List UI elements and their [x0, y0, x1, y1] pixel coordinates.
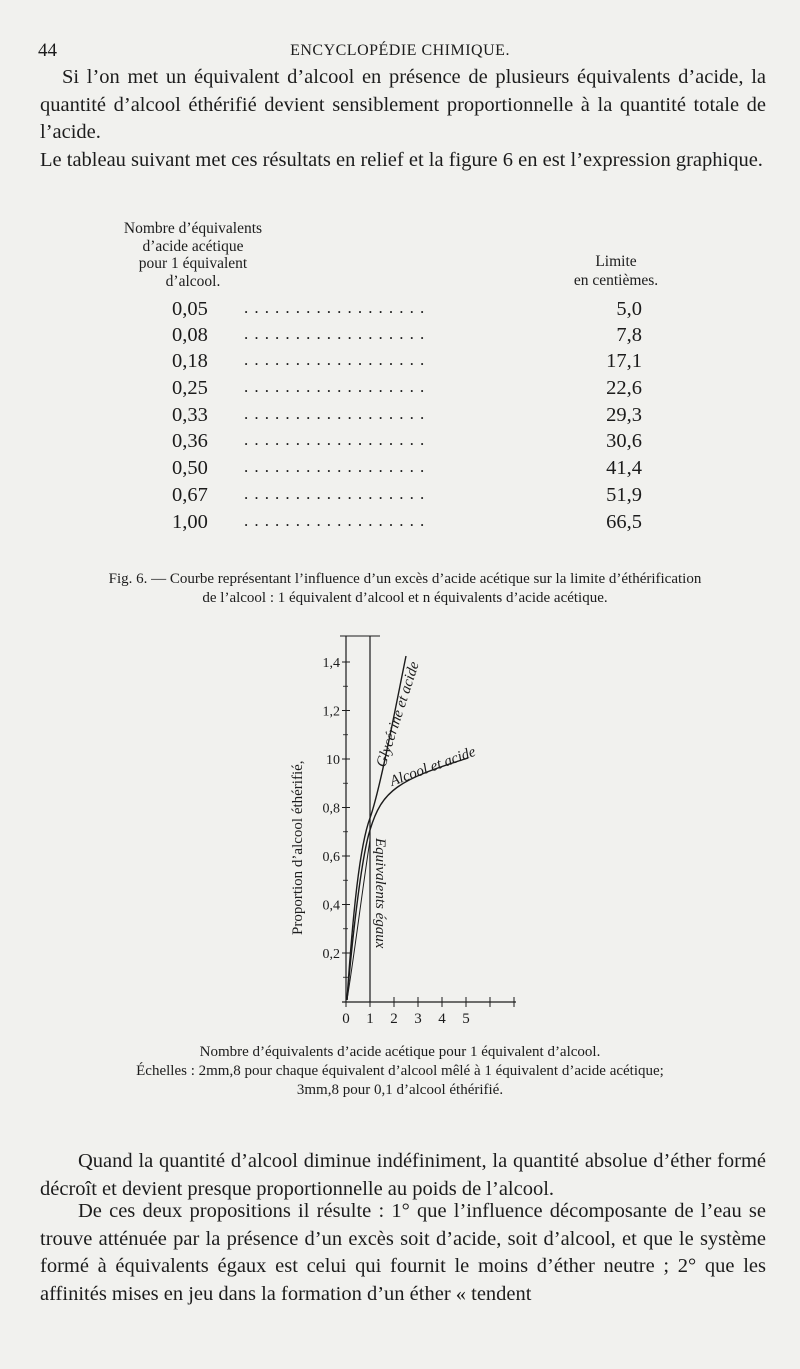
table-row: [172, 324, 642, 350]
x-tick-label: 2: [390, 1011, 398, 1027]
leader-dots: ..................: [244, 324, 431, 343]
curve-low-branch: [347, 840, 370, 1000]
y-tick-label: 10: [326, 753, 340, 768]
table-row: [172, 377, 642, 403]
figure-caption: Fig. 6. — Courbe représentant l’influence d’un excès d’acide acétique sur la limite d’éthérification de l’alcool : 1 équivalent d’alcool et n équivalents d’acide acétique.: [108, 571, 702, 606]
cell-equivalents: 0,08: [172, 324, 208, 346]
x-tick-label: 5: [462, 1011, 470, 1027]
paragraph-intro: Si l’on met un équivalent d’alcool en présence de plusieurs équivalents d’acide, la quantité d’alcool éthérifié devient sensiblement proportionnelle à la quantité totale de l’acide.: [40, 66, 766, 143]
figure-x-axis-label: Nombre d’équivalents d’acide acétique pour 1 équivalent d’alcool.: [199, 1044, 601, 1060]
label-equal-equivalents: Equivalents égaux: [372, 838, 388, 949]
leader-dots: ..................: [244, 511, 431, 530]
table-column-header-limit: Limite en centièmes.: [573, 253, 659, 289]
figure-scale-line-1: Échelles : 2mm,8 pour chaque équivalent d’alcool mêlé à 1 équivalent d’acide acétique;: [136, 1063, 664, 1079]
leader-dots: ..................: [244, 298, 431, 317]
figure-scale-line-2: 3mm,8 pour 0,1 d’alcool éthérifié.: [296, 1082, 504, 1098]
y-tick-label: 0,6: [322, 850, 340, 865]
y-tick-label: 1,4: [322, 656, 340, 671]
cell-equivalents: 0,67: [172, 484, 208, 506]
leader-dots: ..................: [244, 430, 431, 449]
cell-limit: 22,6: [606, 377, 642, 399]
table-row: [172, 430, 642, 456]
leader-dots: ..................: [244, 457, 431, 476]
cell-equivalents: 0,33: [172, 404, 208, 426]
cell-limit: 17,1: [606, 350, 642, 372]
cell-limit: 5,0: [616, 298, 642, 320]
curve-alcohol-acid: [347, 758, 468, 1000]
leader-dots: ..................: [244, 350, 431, 369]
table-column-header-equivalents: Nombre d’équivalents d’acide acétique pour 1 équivalent d’alcool.: [123, 220, 263, 290]
y-tick-label: 1,2: [322, 704, 340, 720]
label-alcohol-acid: Alcool et acide: [387, 743, 478, 790]
cell-equivalents: 0,25: [172, 377, 208, 399]
table-row: [172, 484, 642, 510]
leader-dots: ..................: [244, 377, 431, 396]
page-number: 44: [38, 40, 57, 61]
cell-equivalents: 0,36: [172, 430, 208, 452]
paragraph-table-intro: Le tableau suivant met ces résultats en relief et la figure 6 en est l’expression graphique.: [40, 149, 763, 171]
y-tick-label: 0,4: [322, 898, 340, 914]
cell-limit: 29,3: [606, 404, 642, 426]
x-tick-label: 3: [414, 1011, 422, 1027]
cell-equivalents: 1,00: [172, 511, 208, 533]
running-title: ENCYCLOPÉDIE CHIMIQUE.: [290, 42, 510, 59]
x-tick-label: 0: [342, 1011, 350, 1027]
paragraph-conclusions: De ces deux propositions il résulte : 1° que l’influence décomposante de l’eau se trouve atténuée par la présence d’un excès soit d’acide, soit d’alcool, et que le système formé à équivalents égaux est celui qui fournit le moins d’éther neutre ; 2° que les affinités mises en jeu dans la formation d’un éther « tendent: [40, 1200, 766, 1305]
table-row: [172, 457, 642, 483]
figure-x-axis-caption: [100, 1043, 700, 1100]
y-tick-label: 0,8: [322, 801, 340, 817]
table-row: [172, 404, 642, 430]
cell-equivalents: 0,18: [172, 350, 208, 372]
cell-limit: 7,8: [616, 324, 642, 346]
cell-equivalents: 0,05: [172, 298, 208, 320]
leader-dots: ..................: [244, 484, 431, 503]
x-tick-label: 1: [366, 1011, 374, 1027]
page-header: [38, 40, 762, 64]
y-tick-label: 0,2: [322, 947, 340, 962]
table-row: [172, 350, 642, 376]
paragraph-alcohol-decrease: Quand la quantité d’alcool diminue indéfiniment, la quantité absolue d’éther formé décroît et devient presque proportionnelle au poids de l’alcool.: [40, 1150, 766, 1200]
cell-limit: 41,4: [606, 457, 642, 479]
cell-limit: 66,5: [606, 511, 642, 533]
x-tick-label: 4: [438, 1011, 446, 1027]
table-row: [172, 511, 642, 537]
label-glycerine-acid: Glycérine et acide: [373, 659, 423, 770]
cell-equivalents: 0,50: [172, 457, 208, 479]
figure-y-axis-label: Proportion d’alcool éthérifié,: [290, 760, 306, 935]
cell-limit: 30,6: [606, 430, 642, 452]
table-row: [172, 298, 642, 324]
cell-limit: 51,9: [606, 484, 642, 506]
leader-dots: ..................: [244, 404, 431, 423]
figure-6-graph: [280, 630, 540, 1030]
